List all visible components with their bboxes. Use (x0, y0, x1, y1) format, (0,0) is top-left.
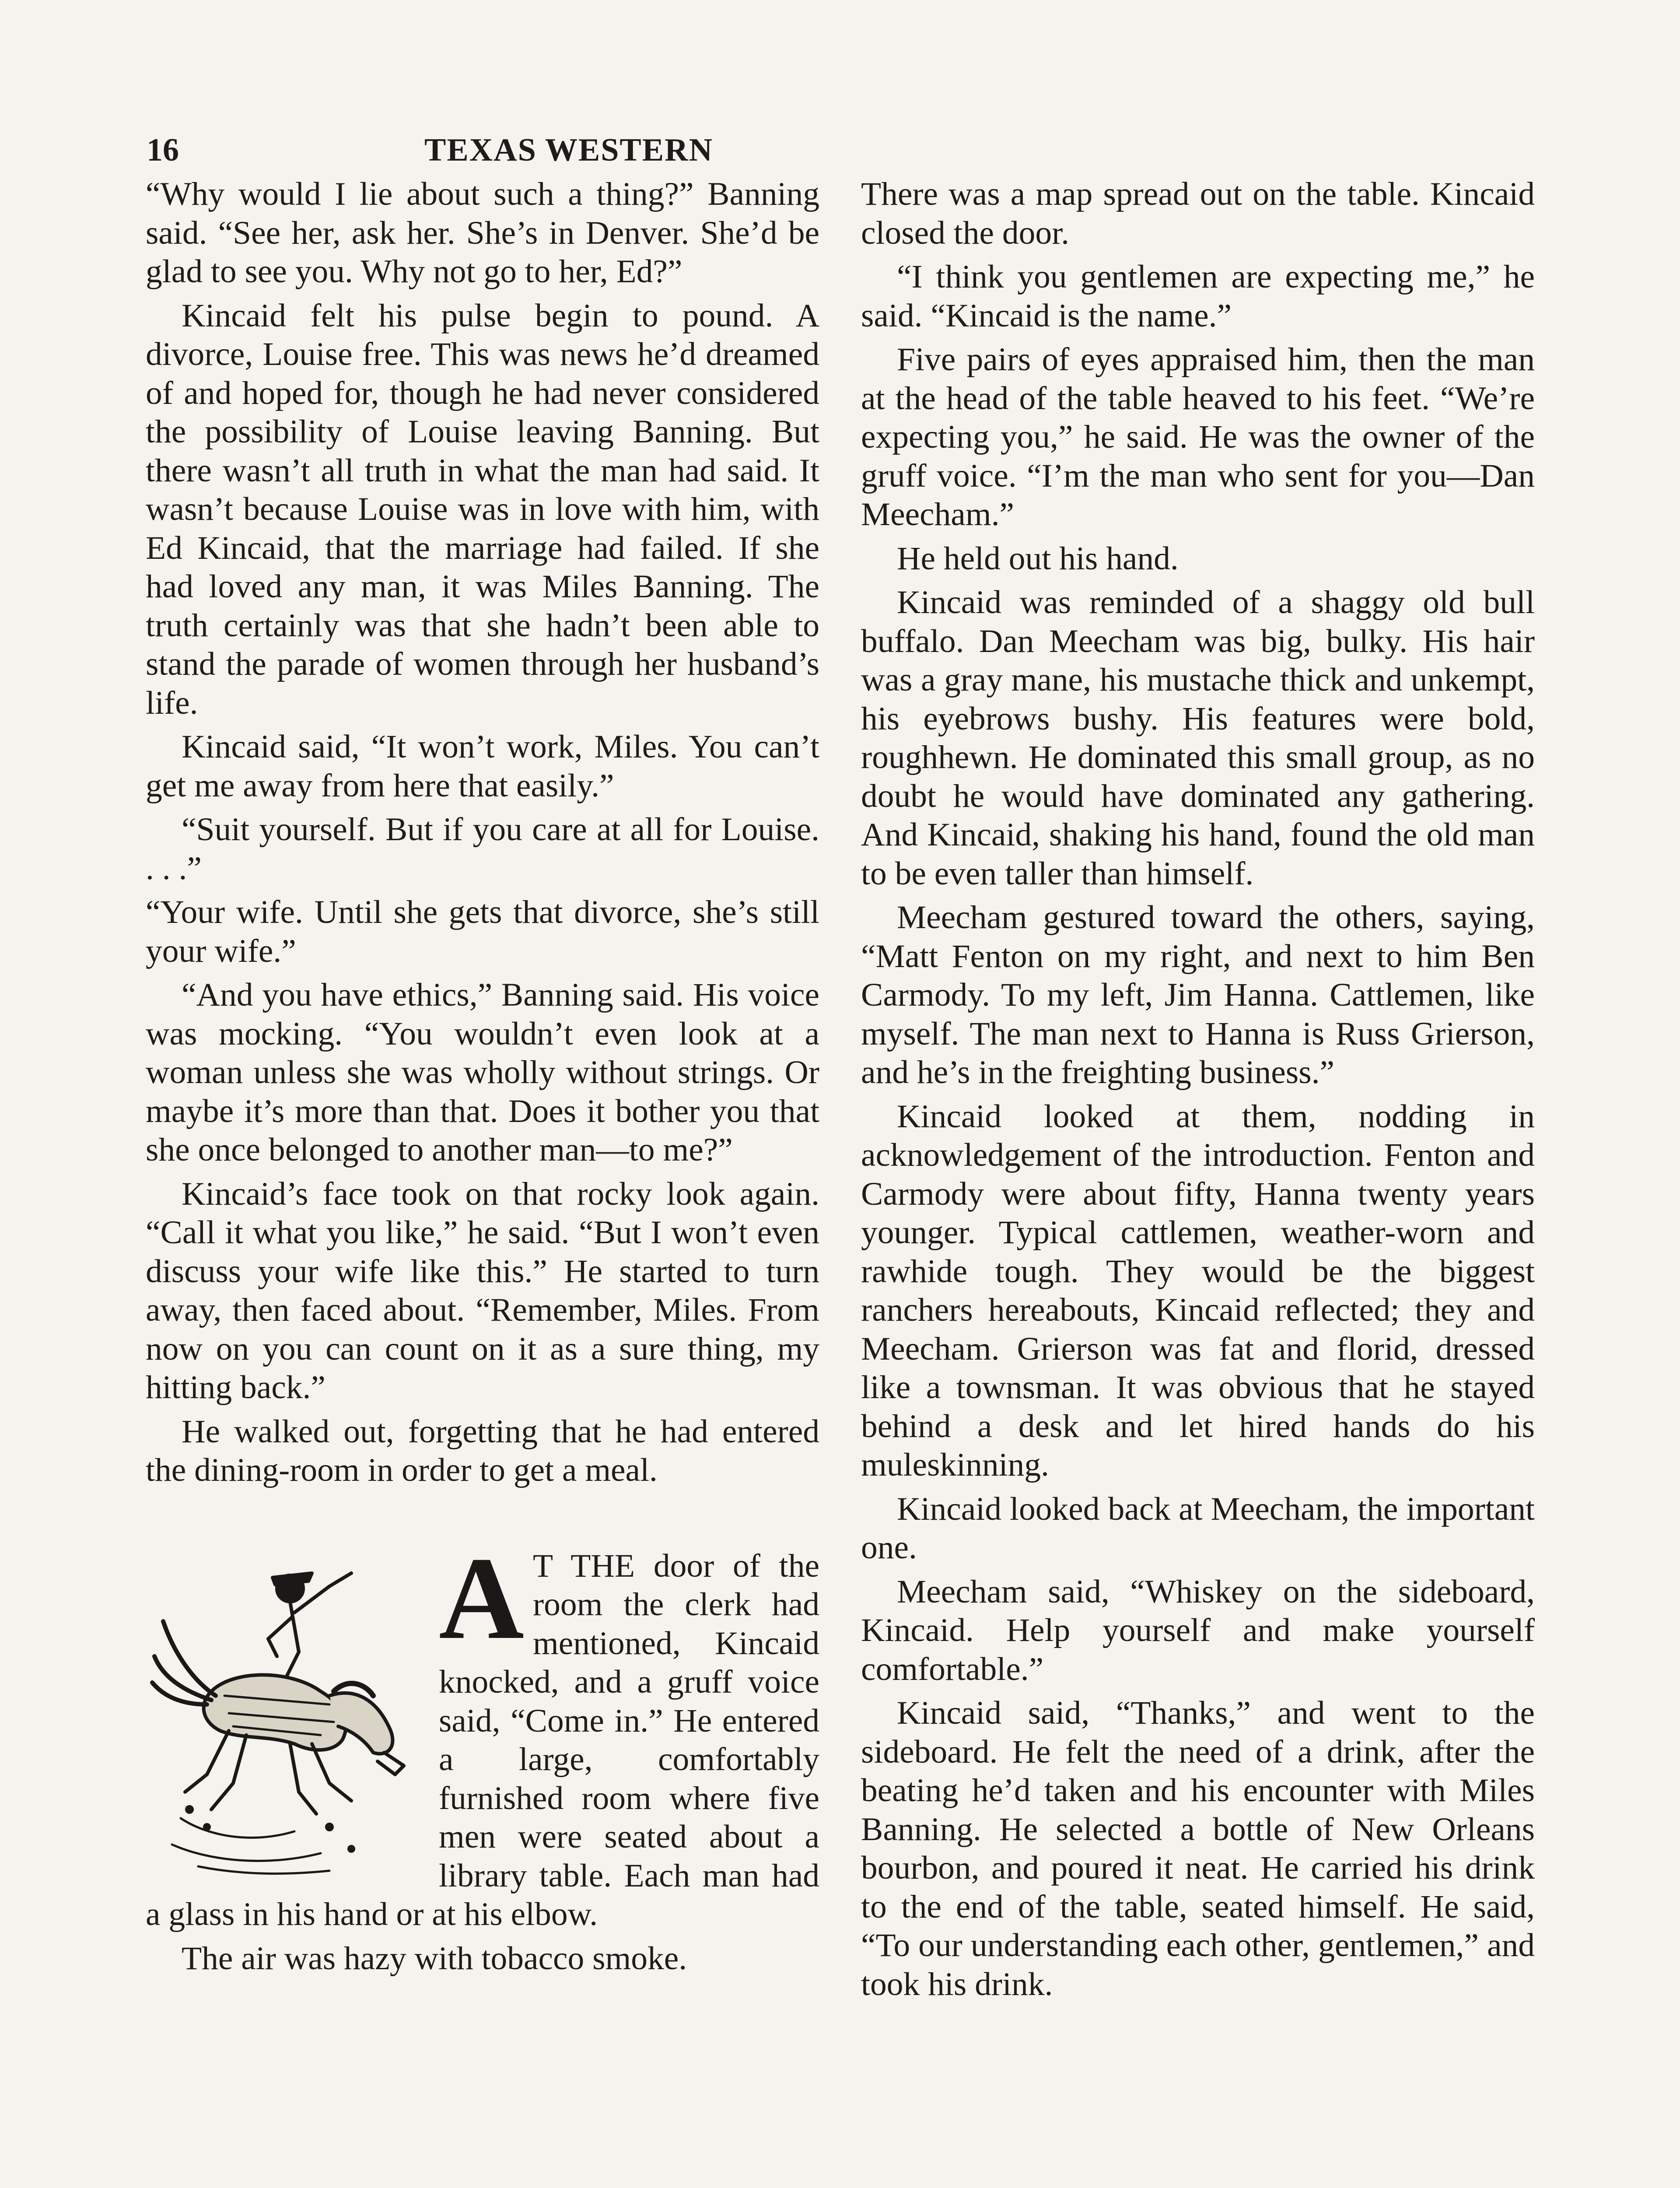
page-header (147, 126, 991, 174)
paragraph: Kincaid looked back at Meecham, the important one. (861, 1490, 1535, 1566)
page-number: 16 (147, 132, 179, 168)
paragraph: He held out his hand. (897, 540, 1179, 577)
paragraph: There was a map spread out on the table. Kincaid closed the door. (861, 176, 1535, 251)
paragraph: The air was hazy with tobacco smoke. (182, 1940, 687, 1977)
paragraph: “I think you gentlemen are expecting me,” he said. “Kincaid is the name.” (861, 259, 1535, 334)
paragraph: Meecham gestured toward the others, saying, “Matt Fenton on my right, and next to him Ben Carmody. To my left, Jim Hanna. Cattlemen, like myself. The man next to Hanna is Russ Grierson, and he’s in the freighting business.” (861, 899, 1535, 1090)
right-column (861, 175, 1535, 2009)
paragraph: Kincaid felt his pulse begin to pound. A divorce, Louise free. This was news he’d dreamed of and hoped for, though he had never considered the possibility of Louise leaving Banning. But there wasn’t all truth in what the man had said. It wasn’t because Louise was in love with him, with Ed Kincaid, that the marriage had failed. If she had loved any man, it was Miles Banning. The truth certainly was that she hadn’t been able to stand the parade of women through her husband’s life. (146, 297, 819, 721)
paragraph: “Suit yourself. But if you care at all for Louise. . . .” (146, 811, 819, 887)
lead-paragraph: T THE door of the room the clerk had mentioned, Kincaid knocked, and a gruff voice said, “Come in.” He entered a large, comfortably furnished room where five men were seated about a library table. Each man had a glass in his hand or at his elbow. (146, 1547, 819, 1932)
drop-cap: A (439, 1532, 524, 1664)
paragraph: Kincaid said, “It won’t work, Miles. You can’t get me away from here that easily.” (146, 729, 819, 804)
paragraph: Meecham said, “Whiskey on the sideboard, Kincaid. Help yourself and make yourself comfortable.” (861, 1573, 1535, 1687)
paragraph: Kincaid’s face took on that rocky look again. “Call it what you like,” he said. “But I won’t even discuss your wife like this.” He started to turn away, then faced about. “Remember, Miles. From now on you can count on it as a sure thing, my hitting back.” (146, 1175, 819, 1406)
paragraph: Five pairs of eyes appraised him, then the man at the head of the table heaved to his feet. “We’re expecting you,” he said. He was the owner of the gruff voice. “I’m the man who sent for you—Dan Meecham.” (861, 341, 1535, 533)
section-opening (146, 1532, 819, 1978)
paragraph: “Why would I lie about such a thing?” Banning said. “See her, ask her. She’s in Denver. She’d be glad to see you. Why not go to her, Ed?” (146, 176, 819, 290)
bucking-horse-rider-icon (146, 1547, 426, 1879)
paragraph: Kincaid looked at them, nodding in acknowledgement of the introduction. Fenton and Carmody were about fifty, Hanna twenty years younger. Typical cattlemen, weather-worn and rawhide tough. They would be the biggest ranchers hereabouts, Kincaid reflected; they and Meecham. Grierson was fat and florid, dressed like a townsman. It was obvious that he stayed behind a desk and let hired hands do his muleskinning. (861, 1098, 1535, 1483)
left-column (146, 175, 819, 1983)
paragraph: Kincaid was reminded of a shaggy old bull buffalo. Dan Meecham was big, bulky. His hair was a gray mane, his mustache thick and unkempt, his eyebrows bushy. His features were bold, roughhewn. He dominated this small group, as no doubt he would have dominated any gathering. And Kincaid, shaking his hand, found the old man to be even taller than himself. (861, 584, 1535, 892)
paragraph: He walked out, forgetting that he had entered the dining-room in order to get a meal. (146, 1413, 819, 1488)
paragraph: “And you have ethics,” Banning said. His voice was mocking. “You wouldn’t even look at a woman unless she was wholly without strings. Or maybe it’s more than that. Does it bother you that she once belonged to another man—to me?” (146, 977, 819, 1168)
paragraph: Kincaid said, “Thanks,” and went to the sideboard. He felt the need of a drink, after the beating he’d taken and his encounter with Miles Banning. He selected a bottle of New Orleans bourbon, and poured it neat. He carried his drink to the end of the table, seated himself. He said, “To our understanding each other, gentlemen,” and took his drink. (861, 1695, 1535, 2002)
paragraph: “Your wife. Until she gets that divorce, she’s still your wife.” (146, 894, 819, 969)
running-title: TEXAS WESTERN (424, 132, 714, 168)
